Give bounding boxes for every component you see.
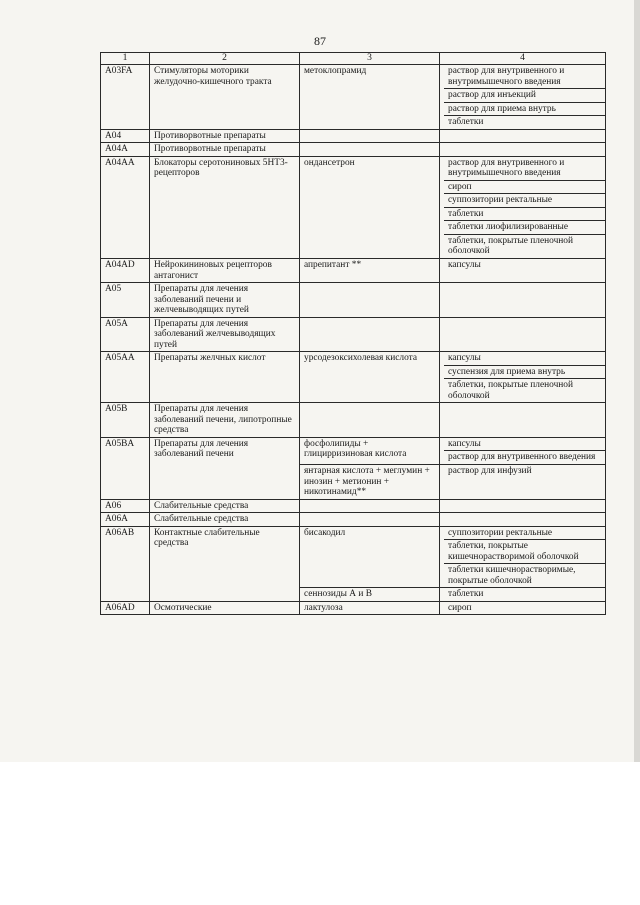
atc-code-cell: A05AA <box>101 352 150 403</box>
dosage-form-item: таблетки <box>444 115 605 129</box>
group-name-cell: Слабительные средства <box>150 513 300 527</box>
atc-code-cell: A06AB <box>101 526 150 601</box>
header-col-1: 1 <box>101 53 150 65</box>
dosage-forms-cell <box>440 513 606 527</box>
dosage-forms-cell <box>440 437 606 464</box>
dosage-form-item: капсулы <box>448 353 481 364</box>
header-col-4: 4 <box>440 53 606 65</box>
drug-name-cell <box>300 499 440 513</box>
drug-name-cell: урсодезоксихолевая кислота <box>300 352 440 403</box>
blank-area <box>0 762 640 905</box>
atc-code-cell: A06AD <box>101 601 150 615</box>
atc-code-cell: A04A <box>101 143 150 157</box>
dosage-form-item <box>444 500 605 513</box>
group-name-cell: Блокаторы серотониновых 5НТ3-рецепторов <box>150 156 300 258</box>
drug-name-cell: лактулоза <box>300 601 440 615</box>
group-name-cell: Слабительные средства <box>150 499 300 513</box>
group-name-cell: Препараты для лечения заболеваний печени, липотропные средства <box>150 403 300 438</box>
dosage-form-item <box>444 283 605 296</box>
dosage-forms-cell <box>440 283 606 318</box>
drug-name-cell <box>300 283 440 318</box>
dosage-forms-cell <box>440 258 606 282</box>
dosage-forms-cell <box>440 156 606 258</box>
dosage-form-item: таблетки <box>448 589 484 600</box>
header-col-3: 3 <box>300 53 440 65</box>
scan-edge-shadow <box>634 0 640 762</box>
atc-code-cell: A04AD <box>101 258 150 282</box>
group-name-cell: Стимуляторы моторики желудочно-кишечного тракта <box>150 65 300 130</box>
drug-name-cell: янтарная кислота + меглумин + инозин + метионин + никотинамид** <box>300 465 440 500</box>
drug-name-cell: фосфолипиды + глицирризиновая кислота <box>300 437 440 464</box>
group-name-cell: Контактные слабительные средства <box>150 526 300 601</box>
dosage-forms-cell <box>440 526 606 588</box>
dosage-form-item <box>444 513 605 526</box>
dosage-form-item: раствор для инфузий <box>448 466 532 476</box>
group-name-cell: Осмотические <box>150 601 300 615</box>
dosage-forms-cell <box>440 601 606 615</box>
table-row <box>101 437 606 464</box>
atc-code-cell: A04 <box>101 129 150 143</box>
drug-name-cell: метоклопрамид <box>300 65 440 130</box>
drug-name-cell: бисакодил <box>300 526 440 588</box>
atc-code-cell: A05A <box>101 317 150 352</box>
dosage-forms-cell <box>440 129 606 143</box>
dosage-form-item: таблетки, покрытые пленочной оболочкой <box>444 234 605 258</box>
dosage-forms-cell <box>440 143 606 157</box>
dosage-form-item <box>444 318 605 331</box>
drug-name-cell <box>300 317 440 352</box>
atc-code-cell: A04AA <box>101 156 150 258</box>
dosage-forms-cell <box>440 499 606 513</box>
group-name-cell: Нейрокининовых рецепторов антагонист <box>150 258 300 282</box>
table-row <box>101 352 606 403</box>
table-header-row <box>101 53 606 65</box>
dosage-forms-cell <box>440 65 606 130</box>
drug-name-cell <box>300 129 440 143</box>
dosage-form-item: таблетки, покрытые кишечнорастворимой оболочкой <box>444 539 605 563</box>
dosage-form-item: суппозитории ректальные <box>444 193 605 207</box>
table-row <box>101 601 606 615</box>
table-row <box>101 499 606 513</box>
group-name-cell: Противорвотные препараты <box>150 143 300 157</box>
dosage-form-item: капсулы <box>448 438 481 449</box>
atc-code-cell: A03FA <box>101 65 150 130</box>
table-row <box>101 143 606 157</box>
dosage-form-item: раствор для внутривенного введения <box>444 450 605 464</box>
dosage-form-item: сироп <box>444 180 605 194</box>
atc-code-cell: A06 <box>101 499 150 513</box>
dosage-forms-cell <box>440 588 606 602</box>
dosage-form-item: раствор для инъекций <box>444 88 605 102</box>
group-name-cell: Препараты для лечения заболеваний желчевыводящих путей <box>150 317 300 352</box>
table-row <box>101 258 606 282</box>
page-number: 87 <box>314 34 326 48</box>
table-row <box>101 513 606 527</box>
dosage-form-item <box>444 130 605 143</box>
group-name-cell: Препараты желчных кислот <box>150 352 300 403</box>
dosage-forms-cell <box>440 317 606 352</box>
header-col-2: 2 <box>150 53 300 65</box>
dosage-form-item: раствор для внутривенного и внутримышечного введения <box>448 66 565 87</box>
group-name-cell: Препараты для лечения заболеваний печени <box>150 437 300 499</box>
dosage-form-item: суппозитории ректальные <box>448 527 553 538</box>
atc-code-cell: A05 <box>101 283 150 318</box>
group-name-cell: Препараты для лечения заболеваний печени и желчевыводящих путей <box>150 283 300 318</box>
table-row <box>101 317 606 352</box>
dosage-forms-cell <box>440 352 606 403</box>
group-name-cell: Противорвотные препараты <box>150 129 300 143</box>
drug-name-cell <box>300 513 440 527</box>
dosage-form-item: суспензия для приема внутрь <box>444 365 605 379</box>
drug-name-cell: апрепитант ** <box>300 258 440 282</box>
dosage-form-item: таблетки, покрытые пленочной оболочкой <box>444 378 605 402</box>
table-row <box>101 283 606 318</box>
table-row <box>101 156 606 258</box>
atc-code-cell: A06A <box>101 513 150 527</box>
dosage-form-item: сироп <box>448 602 472 613</box>
dosage-form-item <box>444 143 605 156</box>
table-row <box>101 526 606 588</box>
dosage-form-item: таблетки лиофилизированные <box>444 220 605 234</box>
dosage-form-item: таблетки кишечнорастворимые, покрытые оболочкой <box>444 563 605 587</box>
drug-name-cell <box>300 143 440 157</box>
drug-classification-table <box>100 52 606 615</box>
drug-name-cell <box>300 403 440 438</box>
table-row <box>101 403 606 438</box>
dosage-forms-cell <box>440 465 606 500</box>
table-row <box>101 65 606 130</box>
dosage-form-item: капсулы <box>448 259 481 270</box>
dosage-form-item: таблетки <box>444 207 605 221</box>
dosage-form-item <box>444 403 605 416</box>
drug-name-cell: сеннозиды А и В <box>300 588 440 602</box>
drug-name-cell: ондансетрон <box>300 156 440 258</box>
table-row <box>101 129 606 143</box>
dosage-form-item: раствор для внутривенного и внутримышечного введения <box>448 157 565 179</box>
atc-code-cell: A05BA <box>101 437 150 499</box>
dosage-form-item: раствор для приема внутрь <box>444 102 605 116</box>
dosage-forms-cell <box>440 403 606 438</box>
atc-code-cell: A05B <box>101 403 150 438</box>
